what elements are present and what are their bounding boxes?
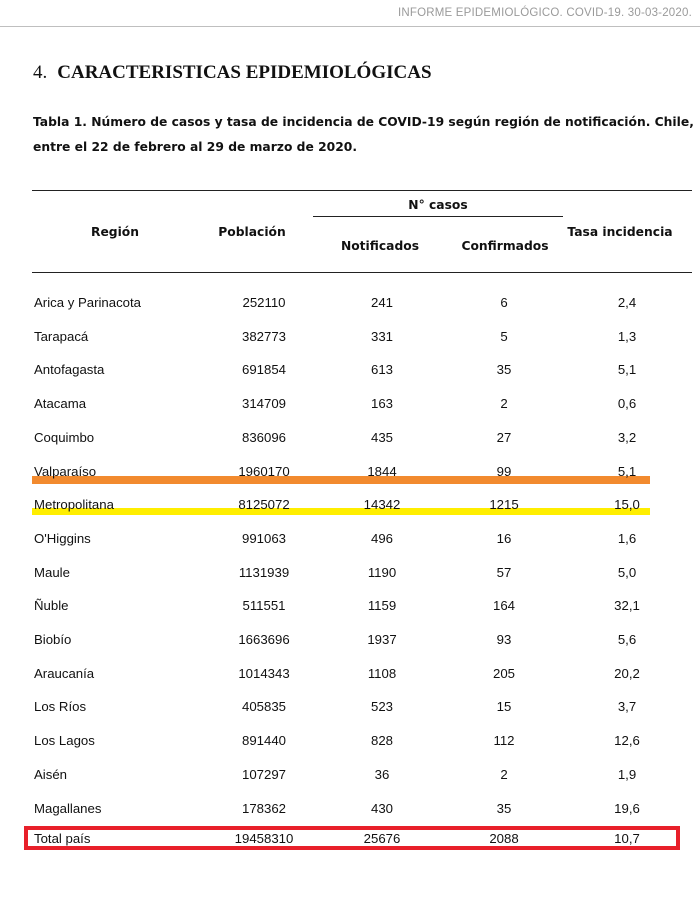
- cell-tasa: 5,6: [617, 632, 637, 647]
- cell-notificados: 331: [370, 329, 393, 344]
- table-top-rule: [32, 190, 692, 191]
- cell-tasa: 3,2: [617, 430, 637, 445]
- total-confirmados: 2088: [489, 831, 519, 846]
- cell-confirmados: 2: [500, 396, 508, 411]
- cell-poblacion: 836096: [241, 430, 286, 445]
- header-region: Región: [90, 225, 140, 239]
- table-row: [32, 792, 692, 826]
- section-number: 4.: [33, 62, 48, 83]
- table-row: [32, 690, 692, 724]
- cell-tasa: 1,9: [617, 767, 637, 782]
- cell-poblacion: 991063: [241, 531, 286, 546]
- cell-notificados: 523: [370, 699, 393, 714]
- table-row: [32, 556, 692, 590]
- cell-poblacion: 1014343: [238, 666, 290, 681]
- cell-confirmados: 6: [500, 295, 508, 310]
- cell-poblacion: 891440: [241, 733, 286, 748]
- cell-poblacion: 1131939: [238, 565, 290, 580]
- cell-notificados: 613: [370, 362, 393, 377]
- cell-region: Ñuble: [34, 598, 69, 613]
- cell-notificados: 14342: [363, 497, 401, 512]
- total-region: Total país: [34, 831, 91, 846]
- table-row: [32, 724, 692, 758]
- cell-notificados: 1190: [367, 565, 397, 580]
- cell-tasa: 1,3: [617, 329, 637, 344]
- cell-poblacion: 107297: [241, 767, 286, 782]
- cell-region: Araucanía: [34, 666, 95, 681]
- table-row: [32, 353, 692, 387]
- cell-notificados: 1937: [367, 632, 397, 647]
- cell-confirmados: 27: [496, 430, 512, 445]
- cell-confirmados: 2: [500, 767, 508, 782]
- table-caption: [33, 110, 698, 160]
- cell-tasa: 20,2: [614, 666, 640, 681]
- table-row: [32, 421, 692, 455]
- cell-confirmados: 5: [500, 329, 508, 344]
- cell-region: Antofagasta: [34, 362, 105, 377]
- cell-confirmados: 15: [496, 699, 512, 714]
- cell-tasa: 0,6: [617, 396, 637, 411]
- cell-tasa: 5,0: [617, 565, 637, 580]
- cell-region: Metropolitana: [34, 497, 114, 512]
- section-heading: CARACTERISTICAS EPIDEMIOLÓGICAS: [57, 62, 432, 83]
- cell-region: Los Ríos: [34, 699, 87, 714]
- cell-region: Aisén: [34, 767, 67, 782]
- cell-poblacion: 691854: [241, 362, 286, 377]
- casos-group-rule: [313, 216, 563, 217]
- cell-region: Magallanes: [34, 801, 102, 816]
- caption-line-2: entre el 22 de febrero al 29 de marzo de 2020.: [33, 140, 357, 154]
- cell-region: Valparaíso: [34, 464, 97, 479]
- cell-notificados: 496: [370, 531, 393, 546]
- cell-confirmados: 16: [496, 531, 512, 546]
- table-row: [32, 522, 692, 556]
- table-row: [32, 387, 692, 421]
- cell-region: Coquimbo: [34, 430, 95, 445]
- cell-tasa: 12,6: [614, 733, 640, 748]
- header-notificados: Notificados: [340, 239, 420, 253]
- header-confirmados: Confirmados: [461, 239, 549, 253]
- total-notificados: 25676: [363, 831, 401, 846]
- cell-tasa: 15,0: [614, 497, 640, 512]
- cell-tasa: 5,1: [617, 362, 637, 377]
- header-casos: N° casos: [408, 198, 468, 212]
- cell-poblacion: 252110: [242, 295, 286, 310]
- cell-confirmados: 164: [492, 598, 515, 613]
- cell-confirmados: 35: [496, 801, 512, 816]
- table-header-rule: [32, 272, 692, 273]
- cell-confirmados: 57: [496, 565, 512, 580]
- page-header: [0, 0, 700, 27]
- cell-poblacion: 8125072: [238, 497, 290, 512]
- cell-tasa: 1,6: [617, 531, 637, 546]
- cell-region: Tarapacá: [34, 329, 89, 344]
- table-row: [32, 455, 692, 489]
- cell-confirmados: 205: [492, 666, 515, 681]
- cell-confirmados: 99: [496, 464, 512, 479]
- table-row: [32, 589, 692, 623]
- cell-tasa: 32,1: [614, 598, 640, 613]
- caption-line-1: Tabla 1. Número de casos y tasa de incidencia de COVID-19 según región de notificación. Chile,: [33, 115, 694, 129]
- cell-region: Atacama: [34, 396, 87, 411]
- table-row: [32, 657, 692, 691]
- cell-poblacion: 405835: [241, 699, 286, 714]
- cell-confirmados: 35: [496, 362, 512, 377]
- cell-region: Maule: [34, 565, 70, 580]
- cell-confirmados: 112: [493, 733, 515, 748]
- cell-notificados: 36: [374, 767, 390, 782]
- total-tasa: 10,7: [614, 831, 640, 846]
- cell-region: Los Lagos: [34, 733, 95, 748]
- cell-tasa: 2,4: [617, 295, 637, 310]
- table-row: [32, 320, 692, 354]
- cell-notificados: 1844: [367, 464, 397, 479]
- cell-tasa: 5,1: [617, 464, 637, 479]
- table-row: [32, 623, 692, 657]
- table-row: [32, 758, 692, 792]
- cell-notificados: 163: [370, 396, 393, 411]
- cell-notificados: 241: [370, 295, 393, 310]
- table-row: [32, 488, 692, 522]
- cell-poblacion: 511551: [242, 598, 286, 613]
- cell-region: Biobío: [34, 632, 72, 647]
- cell-notificados: 1159: [367, 598, 397, 613]
- section-title: [33, 62, 432, 84]
- cell-notificados: 430: [370, 801, 393, 816]
- cell-poblacion: 178362: [241, 801, 286, 816]
- total-poblacion: 19458310: [234, 831, 294, 846]
- cell-confirmados: 93: [496, 632, 512, 647]
- cell-notificados: 1108: [367, 666, 397, 681]
- cell-confirmados: 1215: [489, 497, 519, 512]
- cell-tasa: 3,7: [617, 699, 637, 714]
- table-row: [32, 286, 692, 320]
- header-text: INFORME EPIDEMIOLÓGICO. COVID-19. 30-03-2020.: [397, 7, 692, 19]
- cell-region: O'Higgins: [34, 531, 91, 546]
- cell-notificados: 828: [370, 733, 393, 748]
- cell-poblacion: 1960170: [238, 464, 290, 479]
- cell-notificados: 435: [370, 430, 393, 445]
- cell-poblacion: 1663696: [238, 632, 290, 647]
- cell-poblacion: 314709: [241, 396, 286, 411]
- cell-region: Arica y Parinacota: [34, 295, 142, 310]
- total-highlight-box: [24, 826, 680, 850]
- header-tasa: Tasa incidencia: [567, 225, 673, 239]
- header-poblacion: Población: [218, 225, 286, 239]
- cell-poblacion: 382773: [241, 329, 286, 344]
- cell-tasa: 19,6: [614, 801, 640, 816]
